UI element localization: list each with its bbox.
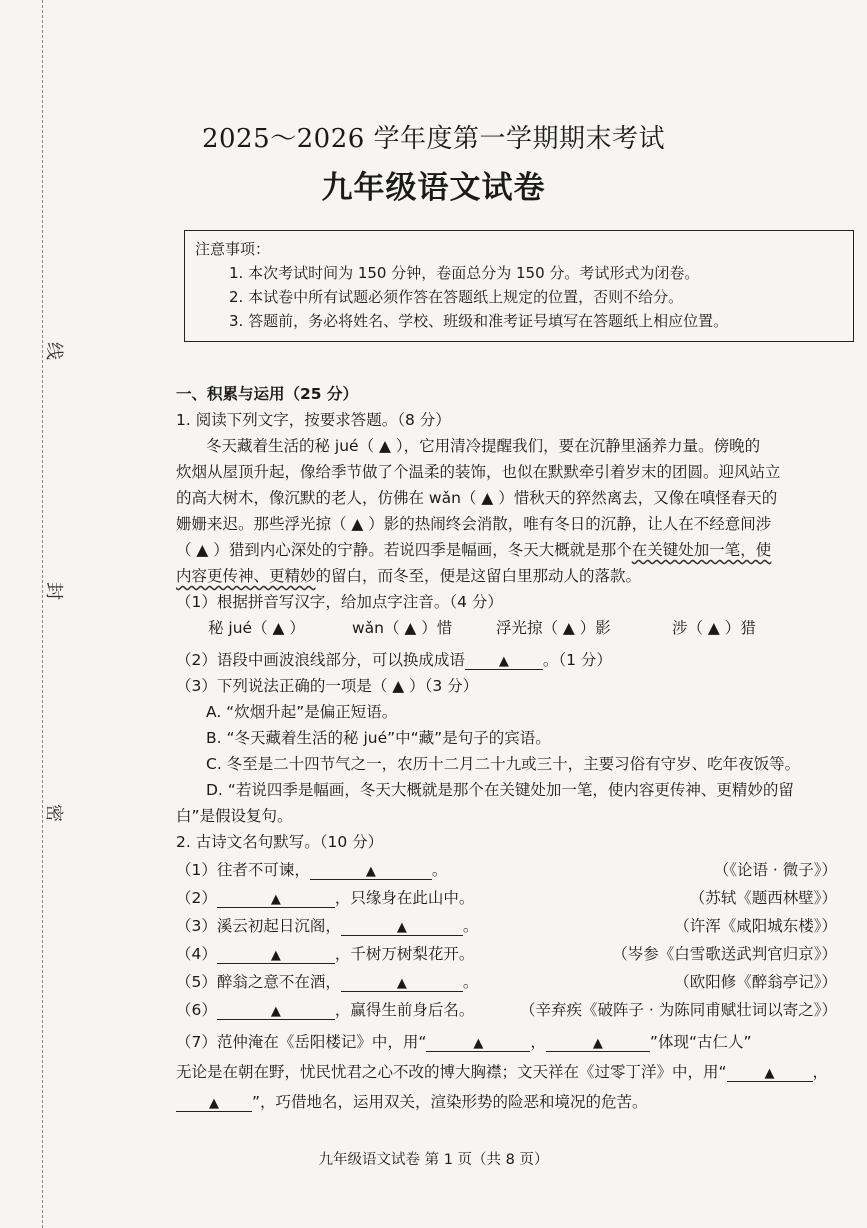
sub-question-text: （2）语段中画波浪线部分，可以换成成语: [176, 651, 465, 669]
pinyin-item: 涉（ ▲ ）猎: [672, 619, 756, 637]
pinyin-item: 浮光掠（ ▲ ）影: [496, 619, 611, 637]
recitation-text: （1）往者不可谏，: [176, 861, 310, 879]
source-citation: （《论语 · 微子》）: [713, 861, 837, 879]
answer-blank[interactable]: [310, 861, 432, 880]
recitation-line: [176, 858, 447, 880]
option-b: B. “冬天藏着生活的秘 jué”中“藏”是句子的宾语。: [206, 729, 551, 747]
blank-mark: ▲: [498, 654, 509, 669]
answer-blank[interactable]: [341, 917, 463, 936]
source-citation: （许浑《咸阳城东楼》）: [674, 917, 837, 935]
section-heading: 一、积累与运用（25 分）: [176, 385, 358, 403]
sub-question: [176, 648, 612, 670]
source-citation: （苏轼《题西林壁》）: [689, 889, 837, 907]
option-d: 白”是假设复句。: [176, 807, 293, 825]
blank-mark: ▲: [270, 1004, 281, 1019]
recitation-text: ”体现“古仁人”: [649, 1033, 752, 1051]
recitation-text: 。: [462, 973, 479, 991]
recitation-line: [176, 970, 478, 992]
recitation-text: 无论是在朝在野，忧民忧君之心不改的博大胸襟；文天祥在《过零丁洋》中，用“: [176, 1063, 727, 1081]
passage-wavy-text: 内容更传神、更精妙: [176, 567, 316, 585]
recitation-line: [176, 1090, 648, 1112]
recitation-text: 。: [462, 917, 479, 935]
recitation-line: [176, 1030, 752, 1052]
answer-blank[interactable]: [546, 1033, 650, 1052]
recitation-text: （6）: [176, 1001, 217, 1019]
exam-title: 2025～2026 学年度第一学期期末考试: [201, 124, 666, 154]
question-stem: 1. 阅读下列文字，按要求答题。（8 分）: [176, 411, 451, 429]
answer-blank[interactable]: [426, 1033, 530, 1052]
question-stem: 2. 古诗文名句默写。（10 分）: [176, 833, 384, 851]
recitation-line: [176, 914, 478, 936]
passage-text: 的留白，而冬至，便是这留白里那动人的落款。: [315, 567, 642, 585]
recitation-text: ，: [530, 1033, 546, 1051]
notice-box: [184, 230, 854, 342]
recitation-text: ，千树万树梨花开。: [334, 945, 475, 963]
answer-blank[interactable]: [217, 945, 335, 964]
sub-question: （1）根据拼音写汉字，给加点字注音。（4 分）: [176, 593, 503, 611]
blank-mark: ▲: [764, 1066, 775, 1081]
blank-mark: ▲: [473, 1036, 484, 1051]
passage-line: 炊烟从屋顶升起，像给季节做了个温柔的装饰，也似在默默牵引着岁末的团圆。迎风站立: [176, 463, 781, 481]
passage-wavy-text: 在关键处加一笔，使: [631, 541, 772, 559]
recitation-line: [176, 886, 474, 908]
notice-item: 2. 本试卷中所有试题必须作答在答题纸上规定的位置，否则不给分。: [229, 288, 684, 306]
answer-blank[interactable]: [217, 1001, 335, 1020]
binding-char-seal: 封: [43, 582, 64, 600]
blank-mark: ▲: [270, 948, 281, 963]
binding-char-line: 线: [43, 342, 64, 360]
passage-text: （ ▲ ）猎到内心深处的宁静。若说四季是幅画，冬天大概就是那个: [176, 541, 632, 559]
recitation-text: 。: [431, 861, 448, 879]
passage-line: 姗姗来迟。那些浮光掠（ ▲ ）影的热闹终会消散，唯有冬日的沉静，让人在不经意间涉: [176, 515, 772, 533]
notice-item: 3. 答题前，务必将姓名、学校、班级和准考证号填写在答题纸上相应位置。: [229, 312, 729, 330]
source-citation: （岑参《白雪歌送武判官归京》）: [612, 945, 837, 963]
sub-question: （3）下列说法正确的一项是（ ▲ ）（3 分）: [176, 677, 479, 695]
answer-blank[interactable]: [217, 889, 335, 908]
recitation-line: [176, 942, 474, 964]
blank-mark: ▲: [270, 892, 281, 907]
source-citation: （辛弃疾《破阵子 · 为陈同甫赋壮词以寄之》）: [519, 1001, 837, 1019]
recitation-text: ”，巧借地名，运用双关，渲染形势的险恶和境况的危苦。: [252, 1093, 648, 1111]
recitation-line: [176, 1060, 828, 1082]
pinyin-item: 秘 jué（ ▲ ）: [208, 619, 305, 637]
blank-mark: ▲: [396, 920, 407, 935]
passage-line: 的高大树木，像沉默的老人，仿佛在 wǎn（ ▲ ）惜秋天的猝然离去，又像在嗔怪春天的: [176, 489, 778, 507]
recitation-line: [176, 998, 474, 1020]
answer-blank[interactable]: [176, 1093, 252, 1112]
recitation-text: （5）醉翁之意不在酒，: [176, 973, 341, 991]
sub-question-text: 。（1 分）: [542, 651, 612, 669]
passage-line: [176, 538, 771, 560]
recitation-text: （2）: [176, 889, 217, 907]
answer-blank[interactable]: [727, 1063, 813, 1082]
recitation-text: ，: [812, 1063, 829, 1081]
answer-blank[interactable]: [341, 973, 463, 992]
option-a: A. “炊烟升起”是偏正短语。: [206, 703, 398, 721]
recitation-text: （4）: [176, 945, 217, 963]
recitation-text: （3）溪云初起日沉阁，: [176, 917, 341, 935]
recitation-text: （7）范仲淹在《岳阳楼记》中，用“: [176, 1033, 427, 1051]
exam-subtitle: 九年级语文试卷: [321, 170, 546, 206]
page-footer: 九年级语文试卷 第 1 页（共 8 页）: [318, 1152, 549, 1168]
option-c: C. 冬至是二十四节气之一，农历十二月二十九或三十，主要习俗有守岁、吃年夜饭等。: [206, 755, 801, 773]
notice-heading: 注意事项：: [195, 240, 271, 258]
source-citation: （欧阳修《醉翁亭记》）: [674, 973, 837, 991]
binding-char-secret: 密: [43, 804, 64, 822]
passage-line: [176, 564, 641, 586]
recitation-text: ，赢得生前身后名。: [334, 1001, 475, 1019]
blank-mark: ▲: [592, 1036, 603, 1051]
passage-line: 冬天藏着生活的秘 jué（ ▲ ），它用清冷提醒我们，要在沉静里涵养力量。傍晚的: [206, 437, 761, 455]
option-d: D. “若说四季是幅画，冬天大概就是那个在关键处加一笔，使内容更传神、更精妙的留: [206, 781, 794, 799]
notice-item: 1. 本次考试时间为 150 分钟，卷面总分为 150 分。考试形式为闭卷。: [229, 264, 700, 282]
blank-mark: ▲: [396, 976, 407, 991]
recitation-text: ，只缘身在此山中。: [334, 889, 475, 907]
blank-mark: ▲: [365, 864, 376, 879]
blank-mark: ▲: [209, 1096, 219, 1111]
answer-blank[interactable]: [465, 651, 543, 670]
pinyin-item: wǎn（ ▲ ）惜: [352, 619, 453, 637]
